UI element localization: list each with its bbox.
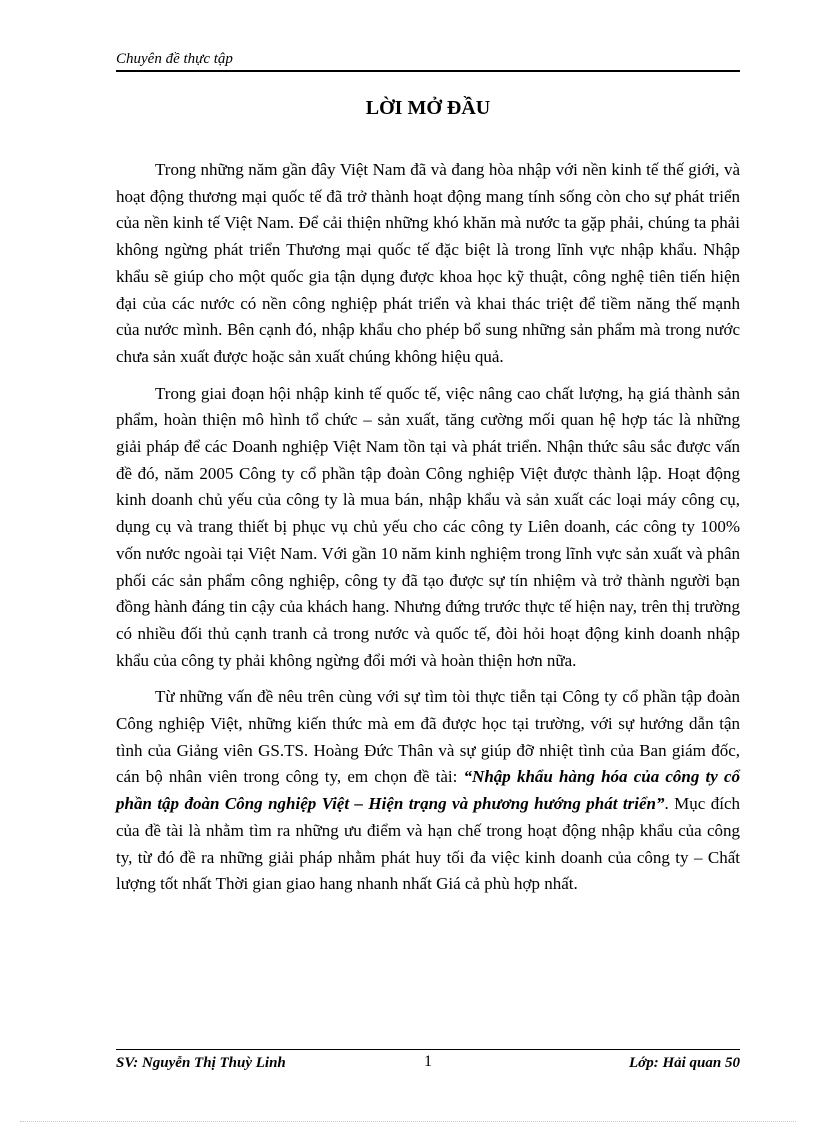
page-title: LỜI MỞ ĐẦU [365, 97, 491, 119]
running-footer [116, 1049, 740, 1074]
page-number: 1 [424, 1053, 432, 1070]
paragraph-2: Trong giai đoạn hội nhập kinh tế quốc tế, việc nâng cao chất lượng, hạ giá thành sản phẩm, hoàn thiện mô hình tổ chức – sản xuất, tăng cường mối quan hệ hợp tác là những giải pháp để các Doanh nghiệp Việt Nam tồn tại và phát triển. Nhận thức sâu sắc được vấn đề đó, năm 2005 Công ty cổ phần tập đoàn Công nghiệp Việt được thành lập. Hoạt động kinh doanh chủ yếu của công ty là mua bán, nhập khẩu và sản xuất các loại máy công cụ, dụng cụ và trang thiết bị phục vụ chủ yếu cho các công ty Liên doanh, các công ty 100% vốn nước ngoài tại Việt Nam. Với gần 10 năm kinh nghiệm trong lĩnh vực sản xuất và phân phối các sản phẩm công nghiệp, công ty đã tạo được sự tín nhiệm và trở thành người bạn đồng hành đáng tin cậy của khách hang. Nhưng đứng trước thực tế hiện nay, trên thị trường có nhiều đối thủ cạnh tranh cả trong nước và quốc tế, đòi hỏi hoạt động kinh doanh nhập khẩu của công ty phải không ngừng đổi mới và hoàn thiện hơn nữa. [116, 383, 740, 670]
paragraph-1: Trong những năm gần đây Việt Nam đã và đang hòa nhập với nền kinh tế thế giới, và hoạt động thương mại quốc tế đã trở thành hoạt động mang tính sống còn cho sự phát triển của nền kinh tế Việt Nam. Để cải thiện những khó khăn mà nước ta gặp phải, chúng ta phải không ngừng phát triển Thương mại quốc tế đặc biệt là trong lĩnh vực nhập khẩu. Nhập khẩu sẽ giúp cho một quốc gia tận dụng được khoa học kỹ thuật, công nghệ tiên tiến hiện đại của các nước có nền công nghiệp phát triển và khai thác triệt để tiềm năng thế mạnh của nước mình. Bên cạnh đó, nhập khẩu cho phép bổ sung những sản phẩm mà trong nước chưa sản xuất được hoặc sản xuất chúng không hiệu quả. [116, 160, 740, 366]
thesis-topic: “Nhập khẩu hàng hóa của công ty cổ phần tập đoàn Công nghiệp Việt – Hiện trạng và phương hướng phát triển” [116, 767, 740, 814]
running-header [116, 50, 740, 72]
paragraph-3 [116, 684, 740, 898]
class-name: Lớp: Hải quan 50 [629, 1055, 740, 1071]
header-text: Chuyên đề thực tập [116, 51, 233, 67]
student-name: SV: Nguyễn Thị Thuỳ Linh [116, 1055, 286, 1071]
document-body [116, 157, 740, 908]
paragraph-3-end: . Mục đích của đề tài là nhằm tìm ra những ưu điểm và hạn chế trong hoạt động nhập khẩu của công ty, từ đó đề ra những giải pháp nhằm phát huy tối đa việc kinh doanh của công ty – Chất lượng tốt nhất Thời gian giao hang nhanh nhất Giá cả phù hợp nhất. [116, 794, 740, 894]
page-boundary-line [20, 1121, 796, 1122]
paragraph-3-intro: Từ những vấn đề nêu trên cùng với sự tìm tòi thực tiễn tại Công ty cổ phần tập đoàn Công nghiệp Việt, những kiến thức mà em đã được học tại trường, với sự hướng dẫn tận tình của Giảng viên GS.TS. Hoàng Đức Thân và sự giúp đỡ nhiệt tình của Ban giám đốc, cán bộ nhân viên trong công ty, em chọn đề tài: [116, 687, 740, 787]
